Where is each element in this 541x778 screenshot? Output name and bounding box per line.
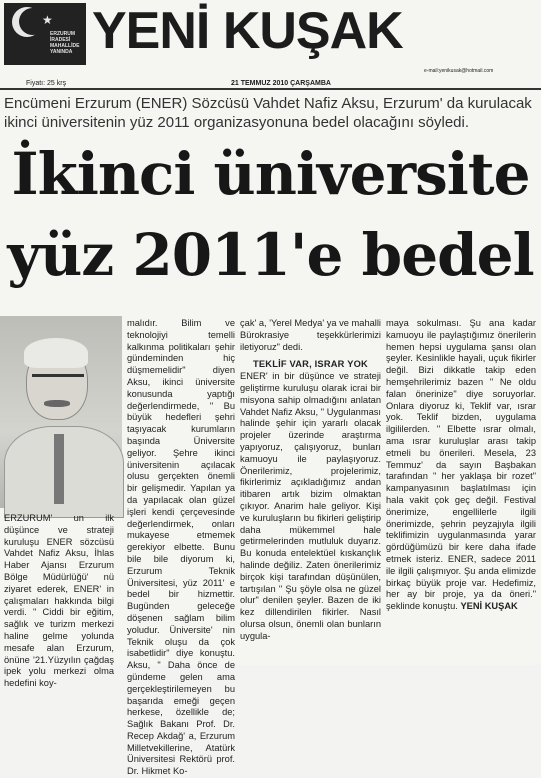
headline-line-1: İkinci üniversite bbox=[11, 140, 530, 208]
article-column-3 bbox=[240, 318, 381, 663]
newspaper-brand: YENİ KUŞAK bbox=[92, 2, 403, 60]
price-label: Fiyatı: 25 krş bbox=[26, 80, 67, 87]
section-subhead: TEKLİF VAR, ISRAR YOK bbox=[253, 359, 368, 370]
article-deck: Encümeni Erzurum (ENER) Sözcüsü Vahdet Nafiz Aksu, Erzurum' da kurulacak ikinci üniversitenin yüz 2011 organizasyonuna bedel olacağını söyledi. bbox=[4, 95, 532, 131]
article-column-4 bbox=[386, 318, 536, 663]
logo-tagline: ERZURUM İRADESİ MAHALLİDE YANINDA bbox=[50, 31, 80, 55]
portrait-photo bbox=[0, 316, 122, 508]
article-column-1 bbox=[4, 513, 114, 689]
issue-date: 21 TEMMUZ 2010 ÇARŞAMBA bbox=[231, 80, 331, 87]
column-1-text: ERZURUM' un ilk düşünce ve strateji kuruluşu ENER sözcüsü Vahdet Nafiz Aksu, İhlas Haber Ajansı Erzurum Bölge Müdürlüğü' nü ziyaret ederek, ENER' in çalışmaları hakkında bilgi verdi. " Ciddi bir eğitim, sağlık ve turizm merkezi haline gelme yolunda mesafe alan Erzurum, önüne '21.Yüzyılın çağdaş ipek yolu merkezi olma hedefini koy- bbox=[4, 513, 114, 689]
masthead bbox=[0, 0, 541, 74]
column-4-text bbox=[386, 318, 536, 613]
headline-line-2: yüz 2011'e bedel bbox=[7, 221, 534, 289]
column-2-text: malıdır. Bilim ve teknolojiyi temelli kalkınma politikaları şehir gündeminden hiç düşmemelidir" diyen Aksu, ikinci üniversite konusunda yaptığı değerlendirmede, " Bu büyük hedefleri şehri taşıyacak kurumların başında Üniversite geliyor. Şehre ikinci üniversitenin açılacak olusu gerçekten önemli bir gelişmedir. Yapılan ya da yapılacak olan güzel işleri kendi çerçevesinde değerlendirmek, onları mukayese etmemek gerekiyor elbette. Bunu bile bile diyorum ki, Erzurum Teknik Üniversitesi, yüz 2011' e bedel bir hizmettir. Bugünden geleceğe döşenen sağlam bilim yoludur. Üniversite' nin Teknik oluşu da çok isabetlidir" diye konuştu. Aksu, " Daha önce de gündeme gelen ama gerçekleştirilemeyen bu başarıda emeği geçen herkese, özellikle de; Sağlık Bakanı Prof. Dr. Recep Akdağ' a, Erzurum Milletvekillerine, Atatürk Üniversitesi Rektörü prof. Dr. Hikmet Ko- bbox=[127, 318, 235, 777]
crescent-star-logo-icon: ★ ERZURUM İRADESİ MAHALLİDE YANINDA bbox=[4, 3, 86, 65]
column-3-intro: çak' a, 'Yerel Medya' ya ve mahalli Bürokrasiye teşekkürlerimizi iletiyoruz" dedi. bbox=[240, 318, 381, 352]
column-3-body: ENER' in bir düşünce ve strateji geliştirme kuruluşu olarak icrai bir misyona sahip olmadığını anlatan Vahdet Nafiz Aksu, " Uygulanması halinde şehir için yararlı olacak projeler üzerinde araştırma yapıyoruz, çalışıyoruz, bunları kamuoyu ile paylaşıyoruz. Önerilerimiz, projelerimiz, fikirlerimiz açıkladığımız andan itibaren artık bizim olmaktan çıkıyor. Anarim hale geliyor. Kişi ve kuruluşların bu fikirleri geliştirip daha mükemmel hale getirmelerinden mutluluk duyarız. Bu konuda entelektüel kıskançlık halinde değiliz. Zaten önerilerimiz birçok kişi tarafından düşünülen, tartışılan " Şu şöyle olsa ne güzel olur" denilen şeyler. Bazen de iki kez dillendirilen fikirler. Nasıl olursa olsun, önemli olan bunların uygula- bbox=[240, 371, 381, 641]
masthead-rule bbox=[0, 88, 541, 90]
article-headline bbox=[0, 134, 541, 296]
byline-signature: YENİ KUŞAK bbox=[460, 601, 518, 612]
contact-email: e-mail:yenikusak@hotmail.com bbox=[424, 68, 494, 74]
column-4-body: maya sokulması. Şu ana kadar kamuoyu ile paylaştığımız önerilerin hemen hepsi uygulama şansı olan şeyler. Kesinlikle hayali, uçuk fikirler değil. Bizi dikkatle takip eden hemşehrilerimiz bazen " Ne oldu falan önerinize" diye soruyorlar. Onlara diyoruz ki, Teklif var, ısrar yok. Teklif bizden, uygulama ilgililerden. " Elbette ısrar olmalı, ama ısrar kuruluşlar arası takip etmeli bu önerileri. Mesela, 23 Temmuz' da sayın Başbakan tarafından " her yaklaşa bir rozet" kampanyasının başlatılması için hala vakit çok geç değil. Festival önerimize, engellilerle ilgili önerimizde, şehrin peyzajıyla ilgili teklifimizin uygulanmasında yarar gördüğümüzü bir kere daha ifade etmek isteriz. ENER, sadece 2011 ile ilgili çalışmıyor. Şu anda elimizde birkaç büyük proje var. Hedefimiz, her ay bir proje, ya da öneri." şeklinde konuştu. bbox=[386, 318, 536, 612]
article-column-2 bbox=[127, 318, 235, 777]
